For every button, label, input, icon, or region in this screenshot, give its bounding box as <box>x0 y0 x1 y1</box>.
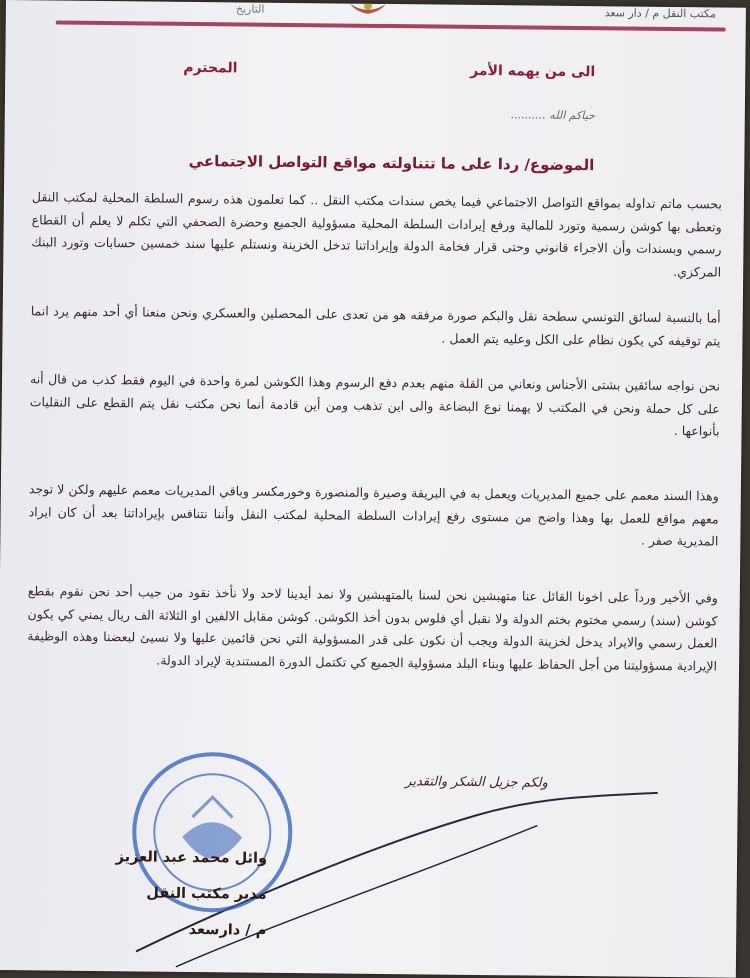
subject-line: الموضوع/ ردا على ما تتناولته مواقع التواصل الاجتماعي <box>188 151 595 175</box>
closing-thanks: ولكم جزيل الشكر والتقدير <box>405 774 548 791</box>
paragraph-2: أما بالنسبة لسائق التونسي سطحة نقل والبكم صورة مرفقه هو من تعدى على المحصلين والعسكري ونحن منعنا أي أحد منهم يرد انما يتم توقيفه كي يكون نظام على الكل وعليه يتم العمل . <box>30 303 721 349</box>
eagle-emblem-icon <box>346 0 390 18</box>
honorific: المحترم <box>183 59 238 77</box>
signatory-title: مدير مكتب النقل <box>146 885 267 903</box>
date-label: التاريخ <box>235 2 265 16</box>
paragraph-1: بحسب ماتم تداوله بمواقع التواصل الاجتماعي فيما يخص سندات مكتب النقل .. كما تعلمون هذه رسوم السلطة المحلية لمكتب النقل وتعطى بها كوشن رسمية وتورد للمالية ورفع إيرادات السلطة المحلية مسؤولية الجميع وحضرة الصحفي التي تكلم لا يعلم أن القطاع رسمي وبسندات وأن الاجراء قانوني وحتى قرار فخامة الدولة وإيراداتنا تدخل الخزينة ونستلم عليها سند خمسين حسابات وتورد البنك المركزي. <box>31 189 722 280</box>
paragraph-4: وهذا السند معمم على جميع المديريات ويعمل به في البريقة وصيرة والمنصورة وخورمكسر وباقي المديريات معمم عليهم ولكن لا توجد معهم مواقع للعمل بها وهذا واضح من مستوى رفع إيرادات السلطة المحلية لمكتب النقل وأننا نتنافس بإيراداتنا بعد أن كان ايراد المديرية صفر . <box>28 481 719 549</box>
greeting: حياكم الله .......... <box>510 108 595 123</box>
signatory-name: وائل محمد عبد العزيز <box>115 849 268 867</box>
signatory-district: م / دارسعد <box>188 921 267 939</box>
addressee: الى من يهمه الأمر <box>470 62 596 81</box>
paragraph-5: وفي الأخير ورداً على اخونا القائل عنا متهبشين نحن لسنا بالمتهبشين ولا نمد أيدينا لاحد ولا نأخذ نقود من جيب أحد نحن نقوم بقطع كوشن (سند) رسمي مختوم بختم الدولة ولا نقبل أي فلوس بدون أخذ الكوشن. كوشن مقابل الالفين او الثلاثة الف ريال يمني كي يكون العمل رسمي والايراد يدخل لخزينة الدولة ويجب أن نكون على قدر المسؤولية التي نحن قائمين عليها ولا نسيئ لبعضنا وهذه الوظيفة الإيرادية مسؤوليتنا من أجل الحفاظ عليها وبناء البلد مسؤولية الجميع كي تكتمل الدورة المستندية لإيراد الدولة. <box>27 583 718 673</box>
office-line: مكتب النقل م / دار سعد <box>604 6 716 21</box>
paragraph-3: نحن نواجه سائقين بشتى الأجناس ونعاني من القلة منهم بعدم دفع الرسوم وهذا الكوشن لمرة واحدة في اليوم فقط كذب من قال أنه على كل حملة ونحن في المكتب لا يهمنا نوع البضاعة والى اين تذهب ومن أين قادمة أنما نحن مكتب نقل يتم القطع على النقليات بأنواعها . <box>29 371 721 439</box>
